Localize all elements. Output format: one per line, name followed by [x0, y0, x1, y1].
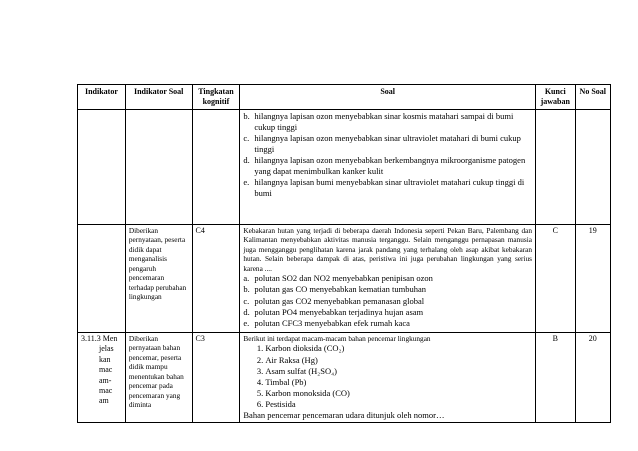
cell-tingkatan: C4: [192, 225, 240, 333]
answer-option: d. hilangnya lapisan ozon menyebabkan berkembangnya mikroorganisme patogen yang dapat menimbulkan kanker kulit: [243, 155, 526, 177]
cell-indikator: [78, 225, 126, 333]
pollutant-list: [243, 343, 532, 409]
cell-kunci: [536, 110, 576, 225]
cell-tingkatan: [192, 110, 240, 225]
question-stem: Berikut ini terdapat macam-macam bahan pencemar lingkungan: [243, 334, 431, 343]
header-tingkatan: Tingkatan kognitif: [192, 85, 240, 110]
indikator-line: kan: [99, 354, 111, 364]
header-soal: Soal: [240, 85, 536, 110]
question-text: Bahan pencemar pencemaran udara ditunjuk oleh nomor…: [243, 409, 445, 420]
answer-option: c. polutan gas CO2 menyebabkan pemanasan global: [243, 295, 425, 306]
indikator-line: am-: [99, 375, 112, 385]
table-row: [78, 110, 611, 225]
answer-options: [243, 111, 532, 199]
indikator-line: 3.11.3 Men: [81, 334, 118, 343]
list-item: 2. Air Raksa (Hg): [265, 355, 532, 366]
header-no-soal: No Soal: [575, 85, 610, 110]
indikator-line: jelas: [99, 344, 114, 354]
answer-option: c. hilangnya lapisan ozon menyebabkan sinar ultraviolet matahari di bumi cukup tinggi: [243, 133, 521, 155]
list-item: 1. Karbon dioksida (CO₂): [265, 343, 532, 354]
cell-no-soal: 20: [575, 333, 610, 423]
cell-soal: [240, 110, 536, 225]
question-grid-table: [77, 84, 611, 423]
cell-kunci: C: [536, 225, 576, 333]
table-row: [78, 225, 611, 333]
answer-option: b. hilangnya lapisan ozon menyebabkan sinar kosmis matahari sampai di bumi cukup tinggi: [243, 111, 514, 133]
cell-soal: [240, 333, 536, 423]
cell-indikator-soal: Diberikan pernyataan, peserta didik dapat menganalisis pengaruh pencemaran terhadap perubahan lingkungan: [125, 225, 192, 333]
header-kunci: Kunci jawaban: [536, 85, 576, 110]
header-row: [78, 85, 611, 110]
answer-option: a. polutan SO2 dan NO2 menyebabkan penipisan ozon: [243, 273, 433, 284]
answer-option: e. polutan CFC3 menyebabkan efek rumah kaca: [243, 317, 410, 328]
header-indikator: Indikator: [78, 85, 126, 110]
answer-option: d. polutan PO4 menyebabkan terjadinya hujan asam: [243, 306, 424, 317]
list-item: 3. Asam sulfat (H₂SO₄): [265, 366, 532, 377]
cell-kunci: B: [536, 333, 576, 423]
indikator-line: mac: [99, 385, 113, 395]
list-item: 6. Pestisida: [265, 399, 532, 410]
cell-tingkatan: C3: [192, 333, 240, 423]
cell-no-soal: 19: [575, 225, 610, 333]
table-row: [78, 333, 611, 423]
list-item: 4. Timbal (Pb): [265, 377, 532, 388]
indikator-line: am: [99, 396, 109, 406]
cell-indikator: [78, 110, 126, 225]
header-indikator-soal: Indikator Soal: [125, 85, 192, 110]
question-stem: Kebakaran hutan yang terjadi di beberapa daerah Indonesia seperti Pekan Baru, Palembang dan Kalimantan menyebabkan aktivitas manusia terganggu. Selain menganggu pernapasan manusia juga mengganggu penglihatan karena jarak pandang yang terhalang oleh asap akibat kebakaran hutan. Selain beberapa dampak di atas, peristiwa ini juga perubahan lingkungan yang serius karena ....: [243, 226, 533, 273]
cell-indikator: [78, 333, 126, 423]
cell-no-soal: [575, 110, 610, 225]
answer-option: b. polutan gas CO menyebabkan kematian tumbuhan: [243, 284, 426, 295]
answer-option: e. hilangnya lapisan bumi menyebabkan sinar ultraviolet matahari cukup tinggi di bumi: [243, 177, 525, 199]
list-item: 5. Karbon monoksida (CO): [265, 388, 532, 399]
cell-soal: [240, 225, 536, 333]
cell-indikator-soal: Diberikan pernyataan bahan pencemar, peserta didik mampu menentukan bahan pencemar pada pencemaran yang diminta: [125, 333, 192, 423]
cell-indikator-soal: [125, 110, 192, 225]
answer-options: [243, 273, 532, 328]
indikator-line: mac: [99, 365, 113, 375]
